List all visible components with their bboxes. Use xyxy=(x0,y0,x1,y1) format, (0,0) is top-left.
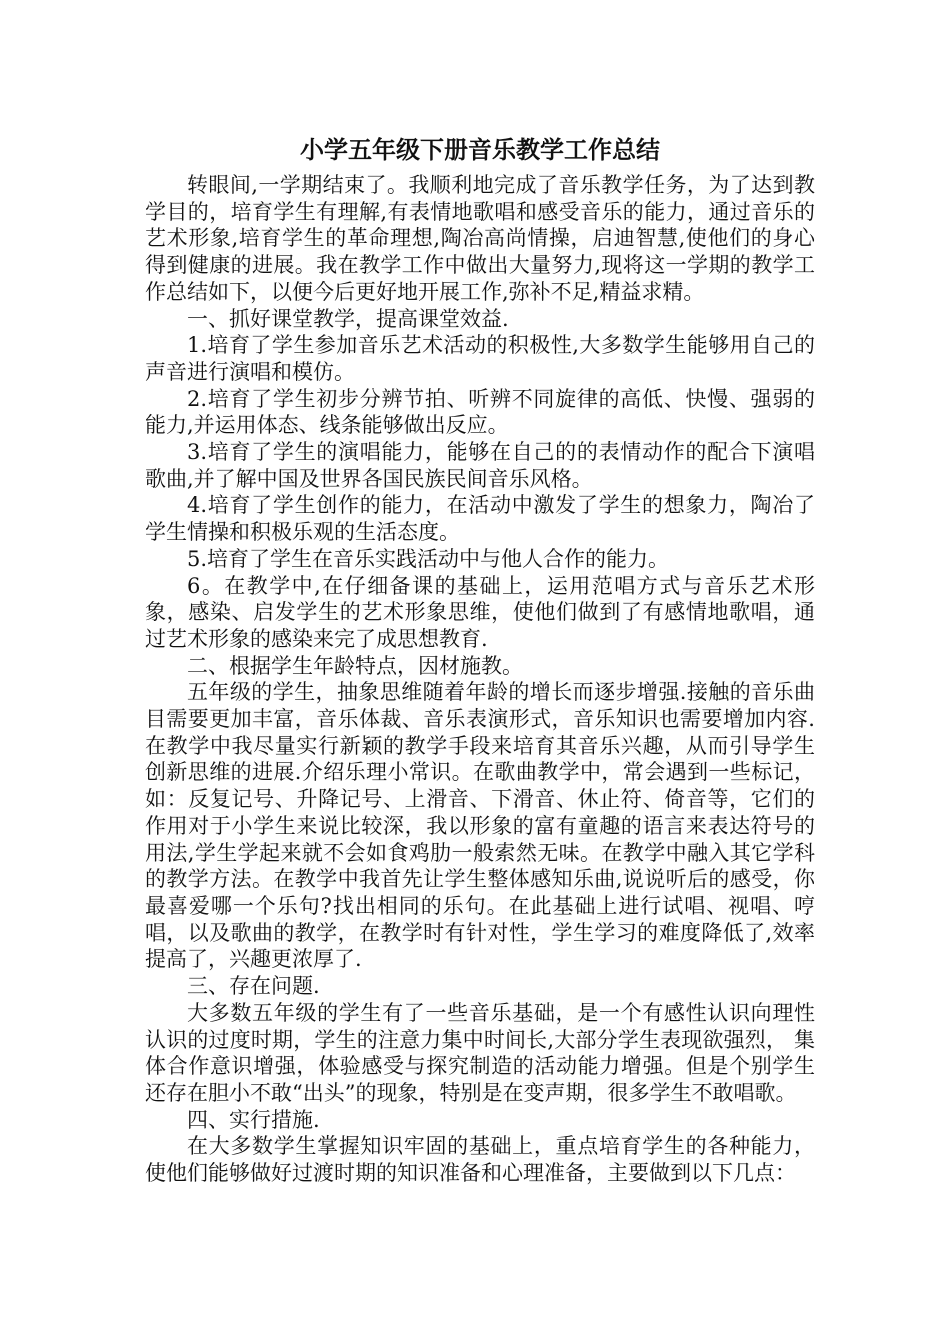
section-heading-1: 一、抓好课堂教学，提高课堂效益. xyxy=(187,306,509,331)
list-item-6: 6。在教学中,在仔细备课的基础上，运用范唱方式与音乐艺术形象，感染、启发学生的艺术形象思维，使他们做到了有感情地歌唱，通过艺术形象的感染来完了成思想教育. xyxy=(145,573,815,651)
paragraph-section-3: 大多数五年级的学生有了一些音乐基础，是一个有感性认识向理性认识的过度时期，学生的注意力集中时间长,大部分学生表现欲强烈， 集体合作意识增强，体验感受与探究制造的活动能力增强。但是个别学生还存在胆小不敢“出头”的现象，特别是在变声期，很多学生不敢唱歌。 xyxy=(145,1000,815,1105)
section-heading-2: 二、根据学生年龄特点，因材施教。 xyxy=(187,653,523,678)
paragraph-intro: 转眼间,一学期结束了。我顺利地完成了音乐教学任务，为了达到教学目的，培育学生有理解,有表情地歌唱和感受音乐的能力，通过音乐的艺术形象,培育学生的革命理想,陶冶高尚情操，启迪智慧,使他们的身心得到健康的进展。我在教学工作中做出大量努力,现将这一学期的教学工作总结如下，以便今后更好地开展工作,弥补不足,精益求精。 xyxy=(145,173,815,304)
section-heading-4: 四、实行措施. xyxy=(187,1107,320,1132)
paragraph-section-4: 在大多数学生掌握知识牢固的基础上，重点培育学生的各种能力，使他们能够做好过渡时期的知识准备和心理准备，主要做到以下几点： xyxy=(145,1134,815,1186)
list-item-5: 5.培育了学生在音乐实践活动中与他人合作的能力。 xyxy=(187,546,670,571)
list-item-1: 1.培育了学生参加音乐艺术活动的积极性,大多数学生能够用自己的声音进行演唱和模仿。 xyxy=(145,333,815,384)
document-page xyxy=(145,132,815,1187)
section-heading-3: 三、存在问题. xyxy=(187,974,320,999)
document-title: 小学五年级下册音乐教学工作总结 xyxy=(300,136,660,164)
list-item-4: 4.培育了学生创作的能力，在活动中激发了学生的想象力，陶冶了学生情操和积极乐观的生活态度。 xyxy=(145,493,815,545)
list-item-2: 2.培育了学生初步分辨节拍、听辨不同旋律的高低、快慢、强弱的能力,并运用体态、线条能够做出反应。 xyxy=(145,386,815,438)
paragraph-section-2: 五年级的学生，抽象思维随着年龄的增长而逐步增强.接触的音乐曲目需要更加丰富，音乐体裁、音乐表演形式，音乐知识也需要增加内容.在教学中我尽量实行新颖的教学手段来培育其音乐兴趣，从而引导学生创新思维的进展.介绍乐理小常识。在歌曲教学中，常会遇到一些标记，如：反复记号、升降记号、上滑音、下滑音、休止符、倚音等，它们的作用对于小学生来说比较深，我以形象的富有童趣的语言来表达符号的用法,学生学起来就不会如食鸡肋一般索然无味。在教学中融入其它学科的教学方法。在教学中我首先让学生整体感知乐曲,说说听后的感受，你最喜爱哪一个乐句?找出相同的乐句。在此基础上进行试唱、视唱、哼唱，以及歌曲的教学，在教学时有针对性，学生学习的难度降低了,效率提高了，兴趣更浓厚了. xyxy=(145,680,815,972)
list-item-3: 3.培育了学生的演唱能力，能够在自己的的表情动作的配合下演唱歌曲,并了解中国及世界各国民族民间音乐风格。 xyxy=(145,440,815,491)
